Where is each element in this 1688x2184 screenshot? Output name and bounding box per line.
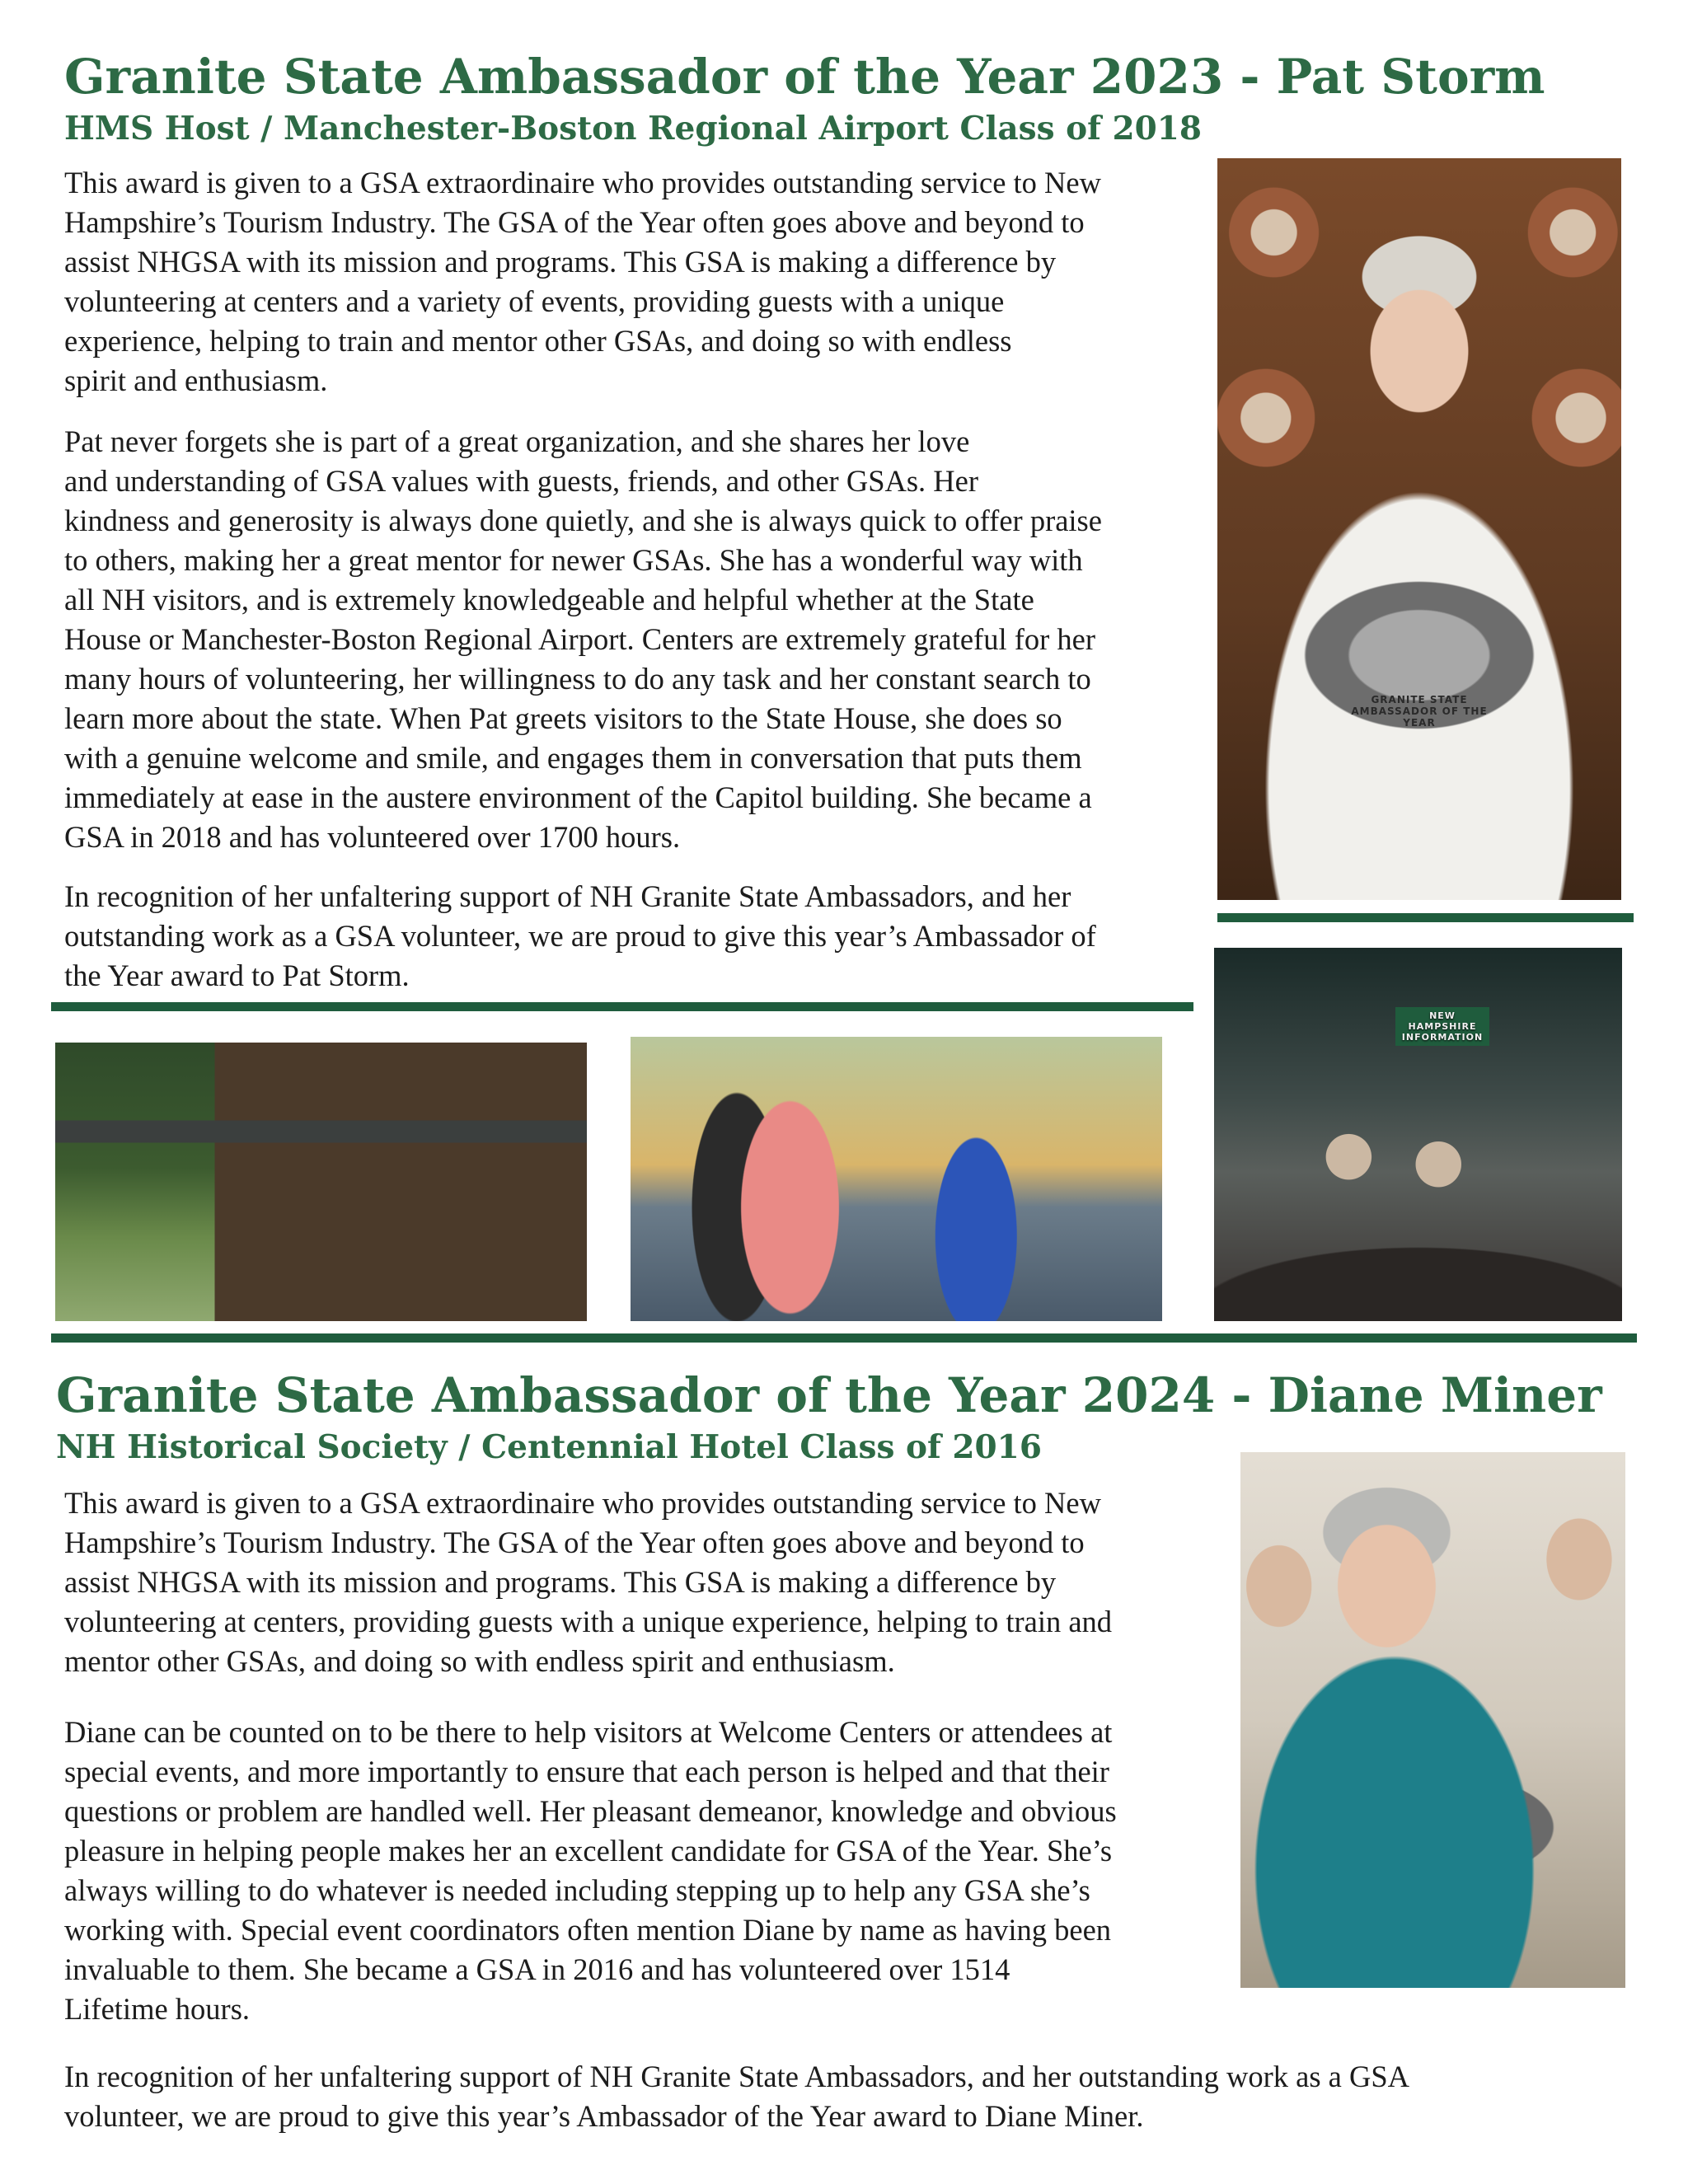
para-2023-closing: In recognition of her unfaltering support of NH Granite State Ambassadors, and her outstanding work as a GSA volunteer, we are proud to give this year’s Ambassador of the Year award to Pat Storm. <box>64 879 1096 992</box>
title-2024: Granite State Ambassador of the Year 2024 - Diane Miner <box>56 1367 1602 1423</box>
subtitle-2023: HMS Host / Manchester-Boston Regional Airport Class of 2018 <box>64 110 1203 148</box>
divider-left-1 <box>51 1002 1193 1011</box>
para-2023-intro: This award is given to a GSA extraordinaire who provides outstanding service to New Hampshire’s Tourism Industry. The GSA of the Year often goes above and beyond to assist NHGSA with its mission and programs. This GSA is making a difference by volunteering at centers and a variety of events, providing guests with a unique experience, helping to train and mentor other GSAs, and doing so with endless spirit and enthusiasm. <box>64 166 1101 397</box>
para-2024-intro: This award is given to a GSA extraordinaire who provides outstanding service to New Hampshire’s Tourism Industry. The GSA of the Year often goes above and beyond to assist NHGSA with its mission and programs. This GSA is making a difference by volunteering at centers, providing guests with a unique experience, helping to train and mentor other GSAs, and doing so with endless spirit and enthusiasm. <box>64 1486 1113 1678</box>
trophy-plaque-text: GRANITE STATE AMBASSADOR OF THE YEAR <box>1351 694 1488 729</box>
para-2024-closing: In recognition of her unfaltering support of NH Granite State Ambassadors, and her outstanding work as a GSA volunteer, we are proud to give this year’s Ambassador of the Year award to Diane Miner. <box>64 2060 1410 2133</box>
para-2023-body: Pat never forgets she is part of a great organization, and she shares her love and understanding of GSA values with guests, friends, and other GSAs. Her kindness and generosity is always done quietly, and she is always quick to offer praise to others, making her a great mentor for newer GSAs. She has a wonderful way with all NH visitors, and is extremely knowledgeable and helpful whether at the State House or Manchester-Boston Regional Airport. Centers are extremely grateful for her many hours of volunteering, her willingness to do any task and her constant search to learn more about the state. When Pat greets visitors to the State House, she does so with a genuine welcome and smile, and engages them in conversation that puts them immediately at ease in the austere environment of the Capitol building. She became a GSA in 2018 and has volunteered over 1700 hours. <box>64 424 1102 854</box>
photo-diane-miner-with-trophy <box>1240 1452 1625 1988</box>
title-2023: Granite State Ambassador of the Year 2023 - Pat Storm <box>64 49 1545 105</box>
photo-pat-storm-with-trophy <box>1217 158 1621 900</box>
subtitle-2024: NH Historical Society / Centennial Hotel Class of 2016 <box>56 1428 1042 1466</box>
divider-full <box>51 1333 1637 1343</box>
divider-right-1 <box>1217 913 1634 922</box>
photo-visitors-at-brochure-rack <box>631 1037 1162 1321</box>
para-2024-body: Diane can be counted on to be there to help visitors at Welcome Centers or attendees at special events, and more importantly to ensure that each person is helped and that their questions or problem are handled well. Her pleasant demeanor, knowledge and obvious pleasure in helping people makes her an excellent candidate for GSA of the Year. She’s always willing to do whatever is needed including stepping up to help any GSA she’s working with. Special event coordinators often mention Diane by name as having been invaluable to them. She became a GSA in 2016 and has volunteered over 1514 Lifetime hours. <box>64 1715 1117 2026</box>
photo-gsa-group-at-house <box>55 1043 587 1321</box>
photo-information-desk <box>1214 948 1622 1321</box>
information-sign: NEW HAMPSHIRE INFORMATION <box>1395 1007 1489 1046</box>
